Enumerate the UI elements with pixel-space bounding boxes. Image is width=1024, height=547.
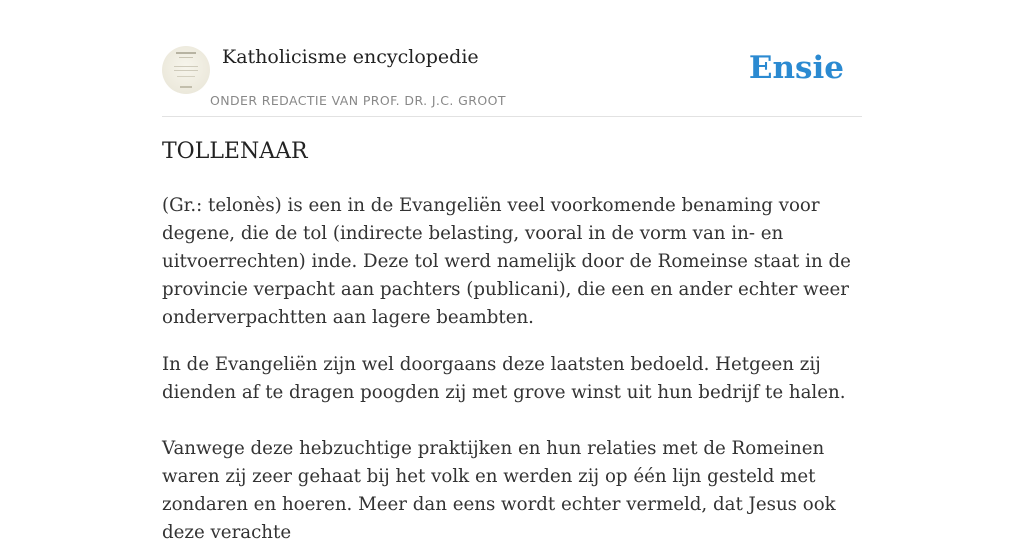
cover-line [180, 86, 192, 88]
article-paragraph: Vanwege deze hebzuchtige praktijken en hun relaties met de Romeinen waren zij zeer gehaat bij het volk en werden zij op één lijn gesteld met zondaren en hoeren. Meer dan eens wordt echter vermeld, dat Jesus ook deze verachte [162, 438, 836, 543]
cover-line [177, 76, 195, 77]
article-paragraph: In de Evangeliën zijn wel doorgaans deze laatsten bedoeld. Hetgeen zij dienden af te dragen poogden zij met grove winst uit hun bedrijf te halen. [162, 354, 846, 403]
article-paragraph: (Gr.: telonès) is een in de Evangeliën veel voorkomende benaming voor degene, die de tol (indirecte belasting, vooral in de vorm van in- en uitvoerrechten) inde. Deze tol werd namelijk door de Romeinse staat in de provincie verpacht aan pachters (publicani), die een en ander echter weer onderverpachtten aan lagere beambten. [162, 195, 851, 328]
editor-subtitle: ONDER REDACTIE VAN PROF. DR. J.C. GROOT [210, 93, 506, 108]
cover-line [174, 70, 198, 71]
header [162, 40, 862, 117]
article-title: TOLLENAAR [162, 139, 308, 164]
book-cover-icon[interactable] [162, 46, 210, 94]
cover-line [174, 66, 198, 67]
article-body [162, 192, 868, 547]
cover-line [176, 52, 196, 54]
site-title[interactable]: Katholicisme encyclopedie [222, 46, 479, 68]
cover-line [179, 57, 193, 58]
brand-logo-link[interactable]: Ensie [748, 50, 844, 86]
